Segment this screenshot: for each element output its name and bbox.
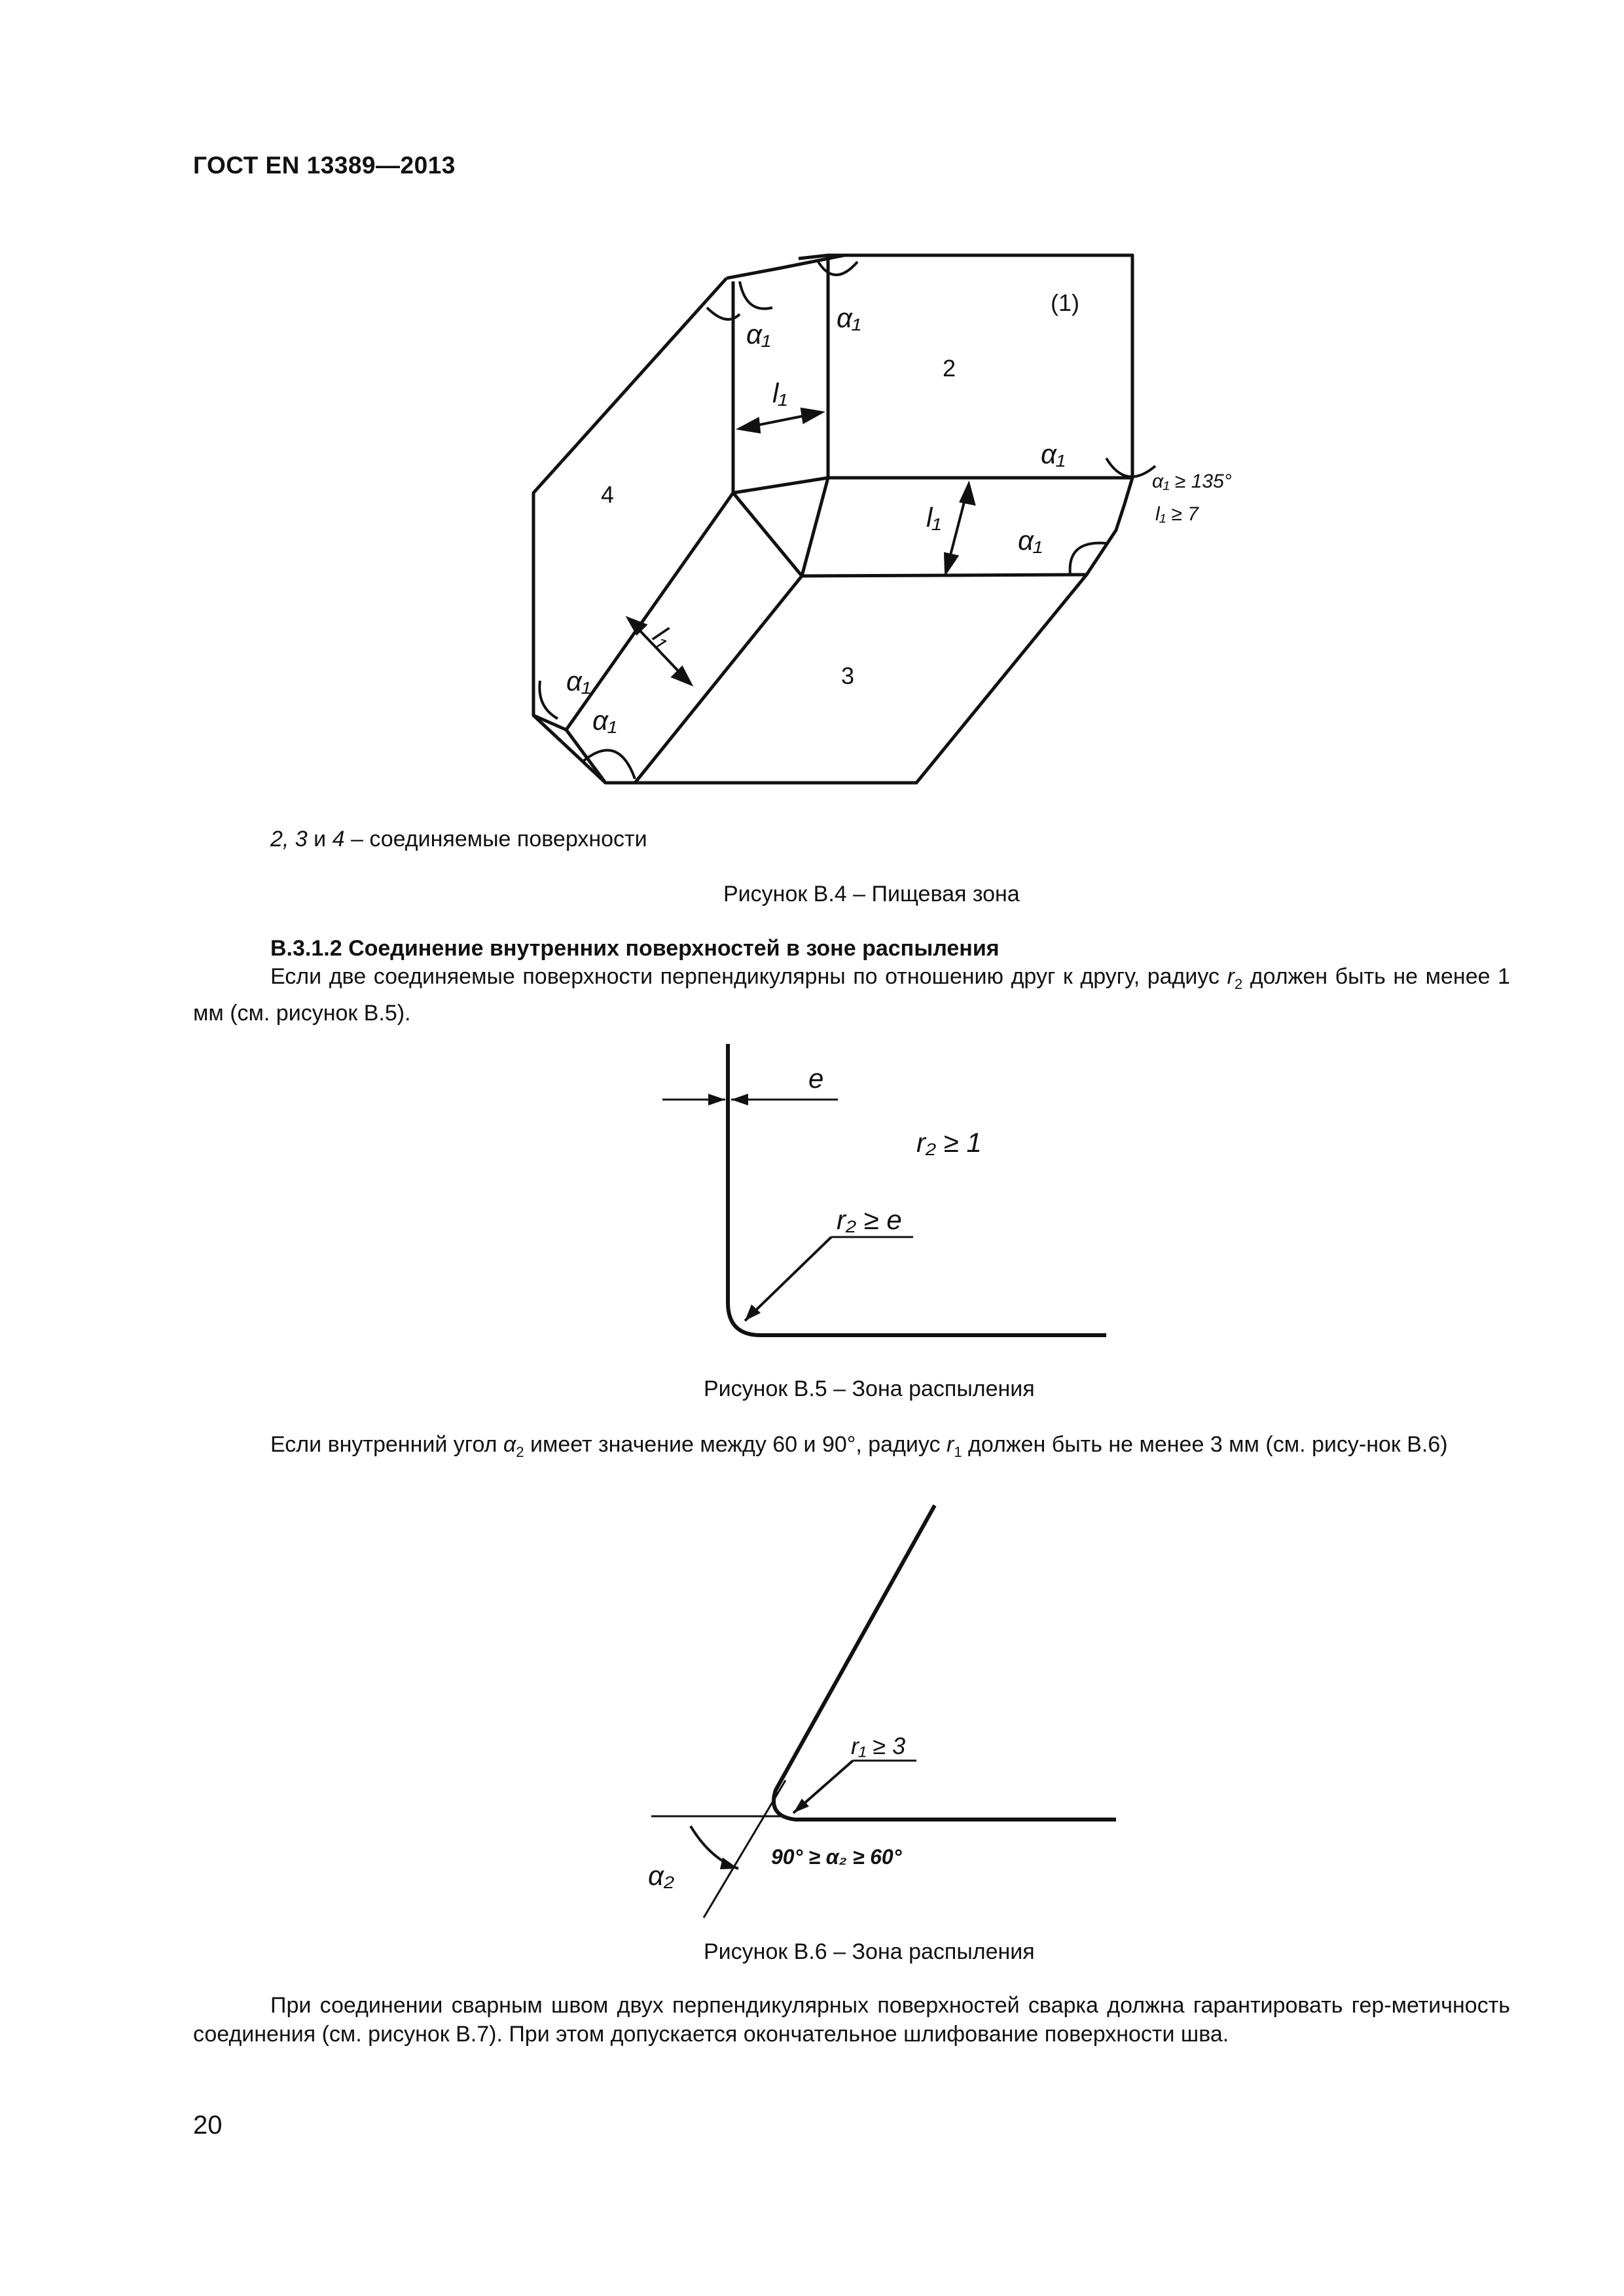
section-heading: В.3.1.2 Соединение внутренних поверхностей в зоне распыления	[270, 936, 1000, 961]
label-alpha: α₂	[648, 1860, 674, 1891]
paragraph-2: Если внутренний угол $\alpha_2$ имеет значение между 60 и 90°, радиус $r_1$ должен быть не менее 3 мм (см. рису-нок В.6)	[270, 1432, 1448, 1460]
dimension-arrow	[731, 1094, 748, 1105]
figure-b5-diagram	[648, 1034, 1132, 1355]
label-surface-4: 4	[601, 481, 615, 508]
angle-arc	[740, 281, 772, 309]
angle-arc	[691, 1826, 738, 1869]
label-alpha: α₁	[1041, 439, 1066, 469]
paragraph-1: Если две соединяемые поверхности перпендикулярны по отношению друг к другу, радиус $r_2$ должен быть не менее 1 мм (см. рисунок В.5).	[193, 964, 1510, 1026]
label-r-cond-2: r₂ ≥ e	[837, 1204, 902, 1235]
inclined-wall-profile	[774, 1505, 1116, 1820]
label-angle-cond: 90° ≥ α₂ ≥ 60°	[771, 1845, 902, 1869]
label-surface-1: (1)	[1051, 289, 1079, 316]
document-header: ГОСТ EN 13389—2013	[193, 152, 456, 179]
label-cond-alpha: α₁ ≥ 135°	[1152, 471, 1232, 492]
radius-leader	[745, 1237, 831, 1321]
dimension-arrow	[708, 1094, 725, 1105]
label-length: l₁	[772, 378, 787, 408]
angle-arc	[539, 681, 558, 719]
label-surface-3: 3	[841, 662, 855, 689]
figure-b4-diagram	[511, 236, 1296, 798]
page-number: 20	[193, 2111, 223, 2140]
label-alpha: α₁	[592, 705, 617, 736]
outer-outline	[533, 255, 1132, 783]
figure-b6-diagram	[641, 1499, 1139, 1931]
label-cond-length: l₁ ≥ 7	[1155, 503, 1199, 525]
surface-2	[828, 255, 1132, 478]
label-r-cond-1: r₂ ≥ 1	[916, 1127, 982, 1158]
paragraph-3: При соединении сварным швом двух перпендикулярных поверхностей сварка должна гарантировать гер-метичность соединения (см. рисунок В.7). При этом допускается окончательное шлифование поверхности шва.	[193, 1993, 1510, 2047]
label-e: e	[808, 1063, 824, 1094]
figure-b4-legend: 2, 3 и 4 – соединяемые поверхности	[270, 827, 647, 852]
label-r-cond: r₁ ≥ 3	[851, 1732, 906, 1759]
figure-b4-caption: Рисунок В.4 – Пищевая зона	[723, 882, 1020, 906]
label-alpha: α₁	[1018, 525, 1043, 556]
label-length: l₁	[647, 620, 679, 653]
label-length: l₁	[926, 502, 941, 533]
label-alpha: α₁	[566, 666, 591, 696]
wall-profile	[728, 1044, 1106, 1335]
label-surface-2: 2	[943, 355, 956, 382]
figure-b5-caption: Рисунок В.5 – Зона распыления	[704, 1376, 1035, 1401]
label-alpha: α₁	[746, 319, 771, 350]
label-alpha: α₁	[837, 302, 861, 333]
figure-b6-caption: Рисунок В.6 – Зона распыления	[704, 1939, 1035, 1964]
angle-arc	[818, 262, 857, 275]
